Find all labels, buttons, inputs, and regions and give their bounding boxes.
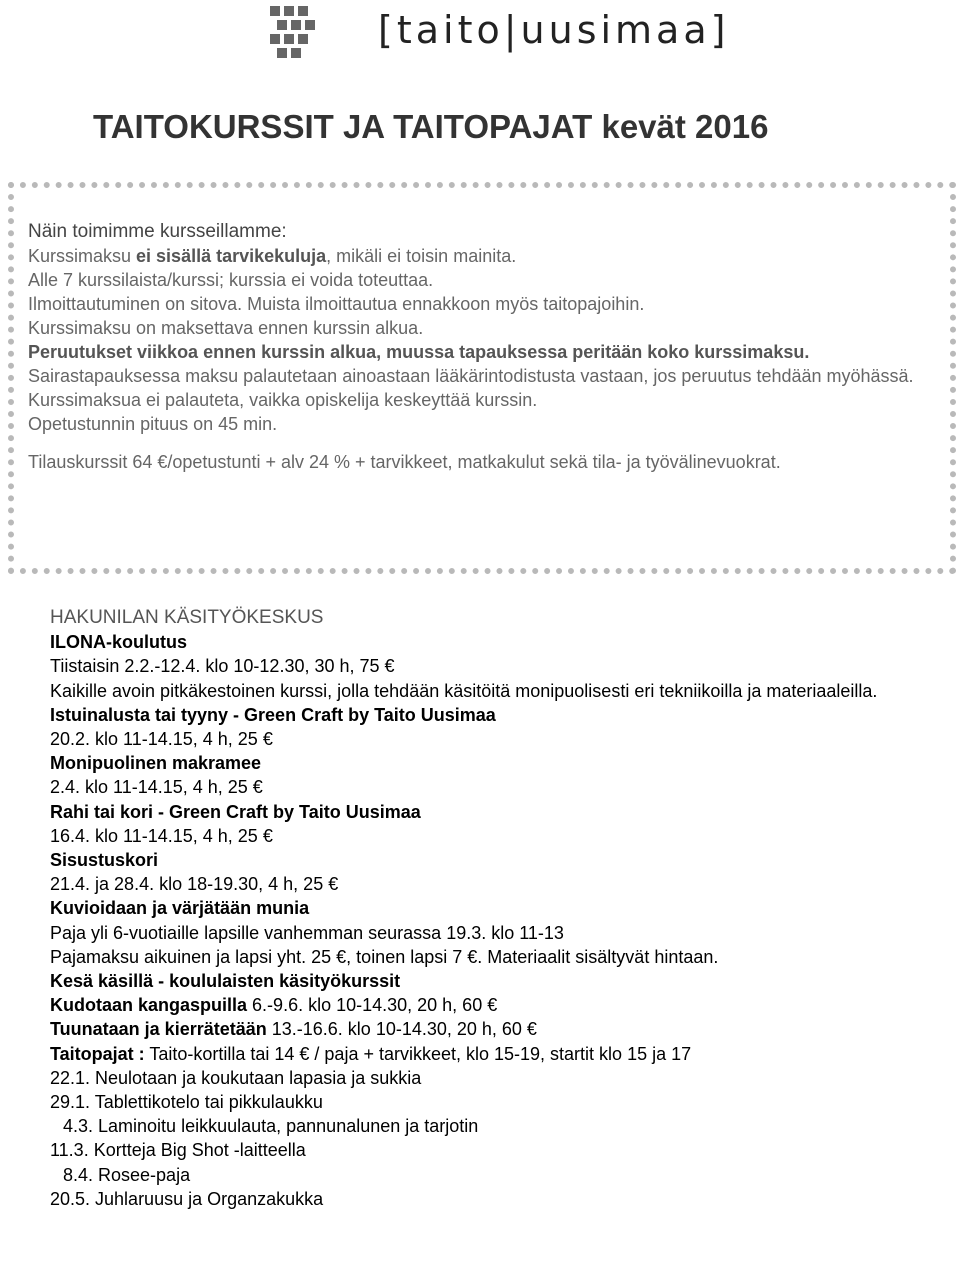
info-box bbox=[8, 182, 956, 574]
course-title: Kuvioidaan ja värjätään munia bbox=[50, 898, 310, 919]
info-heading: Näin toimimme kursseillamme: bbox=[28, 221, 287, 242]
info-line: Opetustunnin pituus on 45 min. bbox=[28, 414, 278, 434]
workshop-item: 4.3. Laminoitu leikkuulauta, pannunalunen ja tarjotin bbox=[63, 1116, 479, 1137]
course-detail: 21.4. ja 28.4. klo 18-19.30, 4 h, 25 € bbox=[50, 874, 339, 895]
course-title: Istuinalusta tai tyyny - Green Craft by Taito Uusimaa bbox=[50, 704, 496, 725]
section-title: HAKUNILAN KÄSITYÖKESKUS bbox=[50, 607, 324, 628]
course-title: ILONA-koulutus bbox=[50, 632, 187, 653]
workshop-item: 29.1. Tablettikotelo tai pikkulaukku bbox=[50, 1092, 323, 1113]
course-title: Sisustuskori bbox=[50, 850, 159, 871]
info-line: Kurssimaksua ei palauteta, vaikka opiskelija keskeyttää kurssin. bbox=[28, 390, 538, 410]
course-detail: Tuunataan ja kierrätetään 13.-16.6. klo 10-14.30, 20 h, 60 € bbox=[50, 1019, 537, 1040]
course-detail: Paja yli 6-vuotiaille lapsille vanhemman seurassa 19.3. klo 11-13 bbox=[50, 922, 564, 943]
course-detail: 20.2. klo 11-14.15, 4 h, 25 € bbox=[50, 729, 273, 750]
course-title: Kesä käsillä - koululaisten käsityökurssit bbox=[50, 971, 401, 992]
dot-grid-logo-icon bbox=[268, 4, 368, 66]
info-line: Kurssimaksu ei sisällä tarvikekuluja, mikäli ei toisin mainita. bbox=[28, 246, 517, 266]
course-detail: Taitopajat : Taito-kortilla tai 14 € / paja + tarvikkeet, klo 15-19, startit klo 15 ja 17 bbox=[50, 1043, 692, 1064]
workshop-item: 22.1. Neulotaan ja koukutaan lapasia ja sukkia bbox=[50, 1067, 422, 1088]
info-line: Peruutukset viikkoa ennen kurssin alkua, muussa tapauksessa peritään koko kurssimaksu. bbox=[28, 342, 810, 362]
info-line: Sairastapauksessa maksu palautetaan ainoastaan lääkärintodistusta vastaan, jos peruutus tehdään myöhässä. bbox=[28, 366, 914, 386]
info-line: Ilmoittautuminen on sitova. Muista ilmoittautua ennakkoon myös taitopajoihin. bbox=[28, 294, 645, 314]
course-detail: Tiistaisin 2.2.-12.4. klo 10-12.30, 30 h, 75 € bbox=[50, 656, 395, 677]
brand-wordmark: [taito|uusimaa] bbox=[378, 8, 730, 52]
info-line: Kurssimaksu on maksettava ennen kurssin alkua. bbox=[28, 318, 424, 338]
page-title: TAITOKURSSIT JA TAITOPAJAT kevät 2016 bbox=[93, 108, 769, 145]
course-description: Kaikille avoin pitkäkestoinen kurssi, jolla tehdään käsitöitä monipuolisesti eri tekniikoilla ja materiaaleilla. bbox=[50, 680, 878, 701]
workshop-item: 20.5. Juhlaruusu ja Organzakukka bbox=[50, 1188, 324, 1209]
course-title: Rahi tai kori - Green Craft by Taito Uusimaa bbox=[50, 801, 421, 822]
logo bbox=[268, 4, 730, 66]
info-line: Alle 7 kurssilaista/kurssi; kurssia ei voida toteuttaa. bbox=[28, 270, 434, 290]
course-detail: Kudotaan kangaspuilla 6.-9.6. klo 10-14.30, 20 h, 60 € bbox=[50, 995, 498, 1016]
course-title: Monipuolinen makramee bbox=[50, 753, 262, 774]
course-detail: 2.4. klo 11-14.15, 4 h, 25 € bbox=[50, 777, 263, 798]
info-line: Tilauskurssit 64 €/opetustunti + alv 24 % + tarvikkeet, matkakulut sekä tila- ja työvälinevuokrat. bbox=[28, 452, 781, 472]
workshop-item: 11.3. Kortteja Big Shot -laitteella bbox=[50, 1140, 306, 1161]
workshop-item: 8.4. Rosee-paja bbox=[63, 1164, 191, 1185]
course-detail: 16.4. klo 11-14.15, 4 h, 25 € bbox=[50, 825, 273, 846]
course-section bbox=[50, 606, 930, 1211]
course-detail: Pajamaksu aikuinen ja lapsi yht. 25 €, toinen lapsi 7 €. Materiaalit sisältyvät hintaan. bbox=[50, 946, 719, 967]
